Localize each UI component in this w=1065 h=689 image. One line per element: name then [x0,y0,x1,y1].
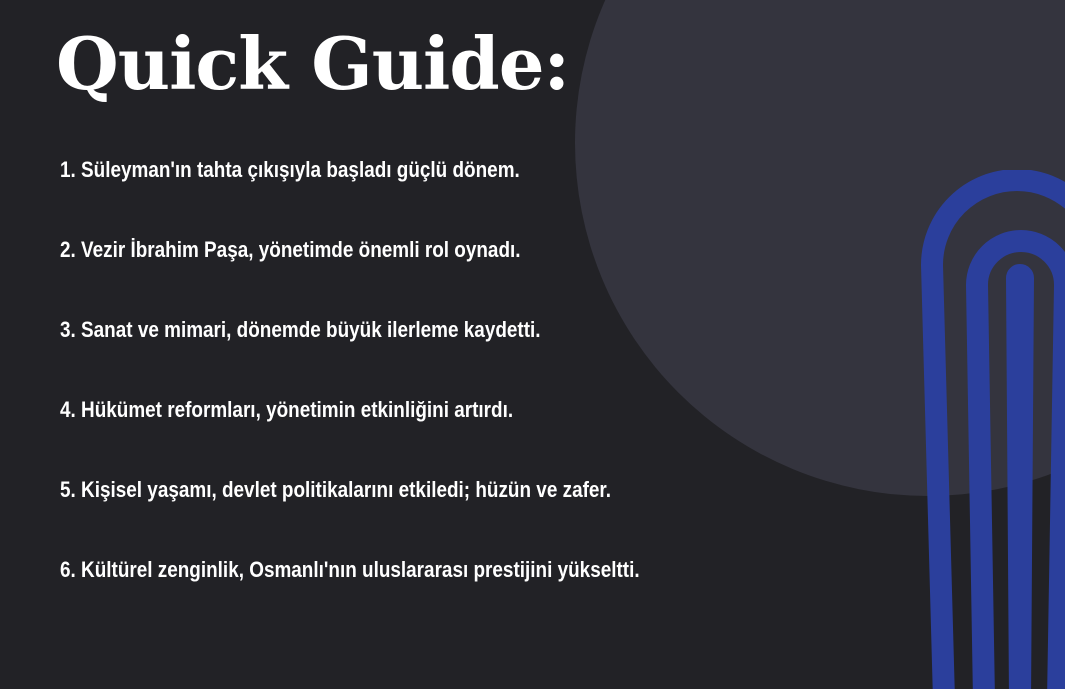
guide-list [60,150,734,630]
list-item [60,310,734,390]
list-item [60,470,734,550]
list-item-text: 5. Kişisel yaşamı, devlet politikalarını etkiledi; hüzün ve zafer. [60,477,611,502]
list-item [60,230,734,310]
page-title: Quick Guide: [56,21,570,106]
list-item [60,150,734,230]
list-item-text: 1. Süleyman'ın tahta çıkışıyla başladı güçlü dönem. [60,157,520,182]
list-item-text: 4. Hükümet reformları, yönetimin etkinliğini artırdı. [60,397,514,422]
list-item [60,550,734,630]
list-item-text: 2. Vezir İbrahim Paşa, yönetimde önemli rol oynadı. [60,237,521,262]
nested-arches-shape [920,170,1065,689]
list-item-text: 6. Kültürel zenginlik, Osmanlı'nın uluslararası prestijini yükseltti. [60,557,640,582]
list-item-text: 3. Sanat ve mimari, dönemde büyük ilerleme kaydetti. [60,317,541,342]
list-item [60,390,734,470]
